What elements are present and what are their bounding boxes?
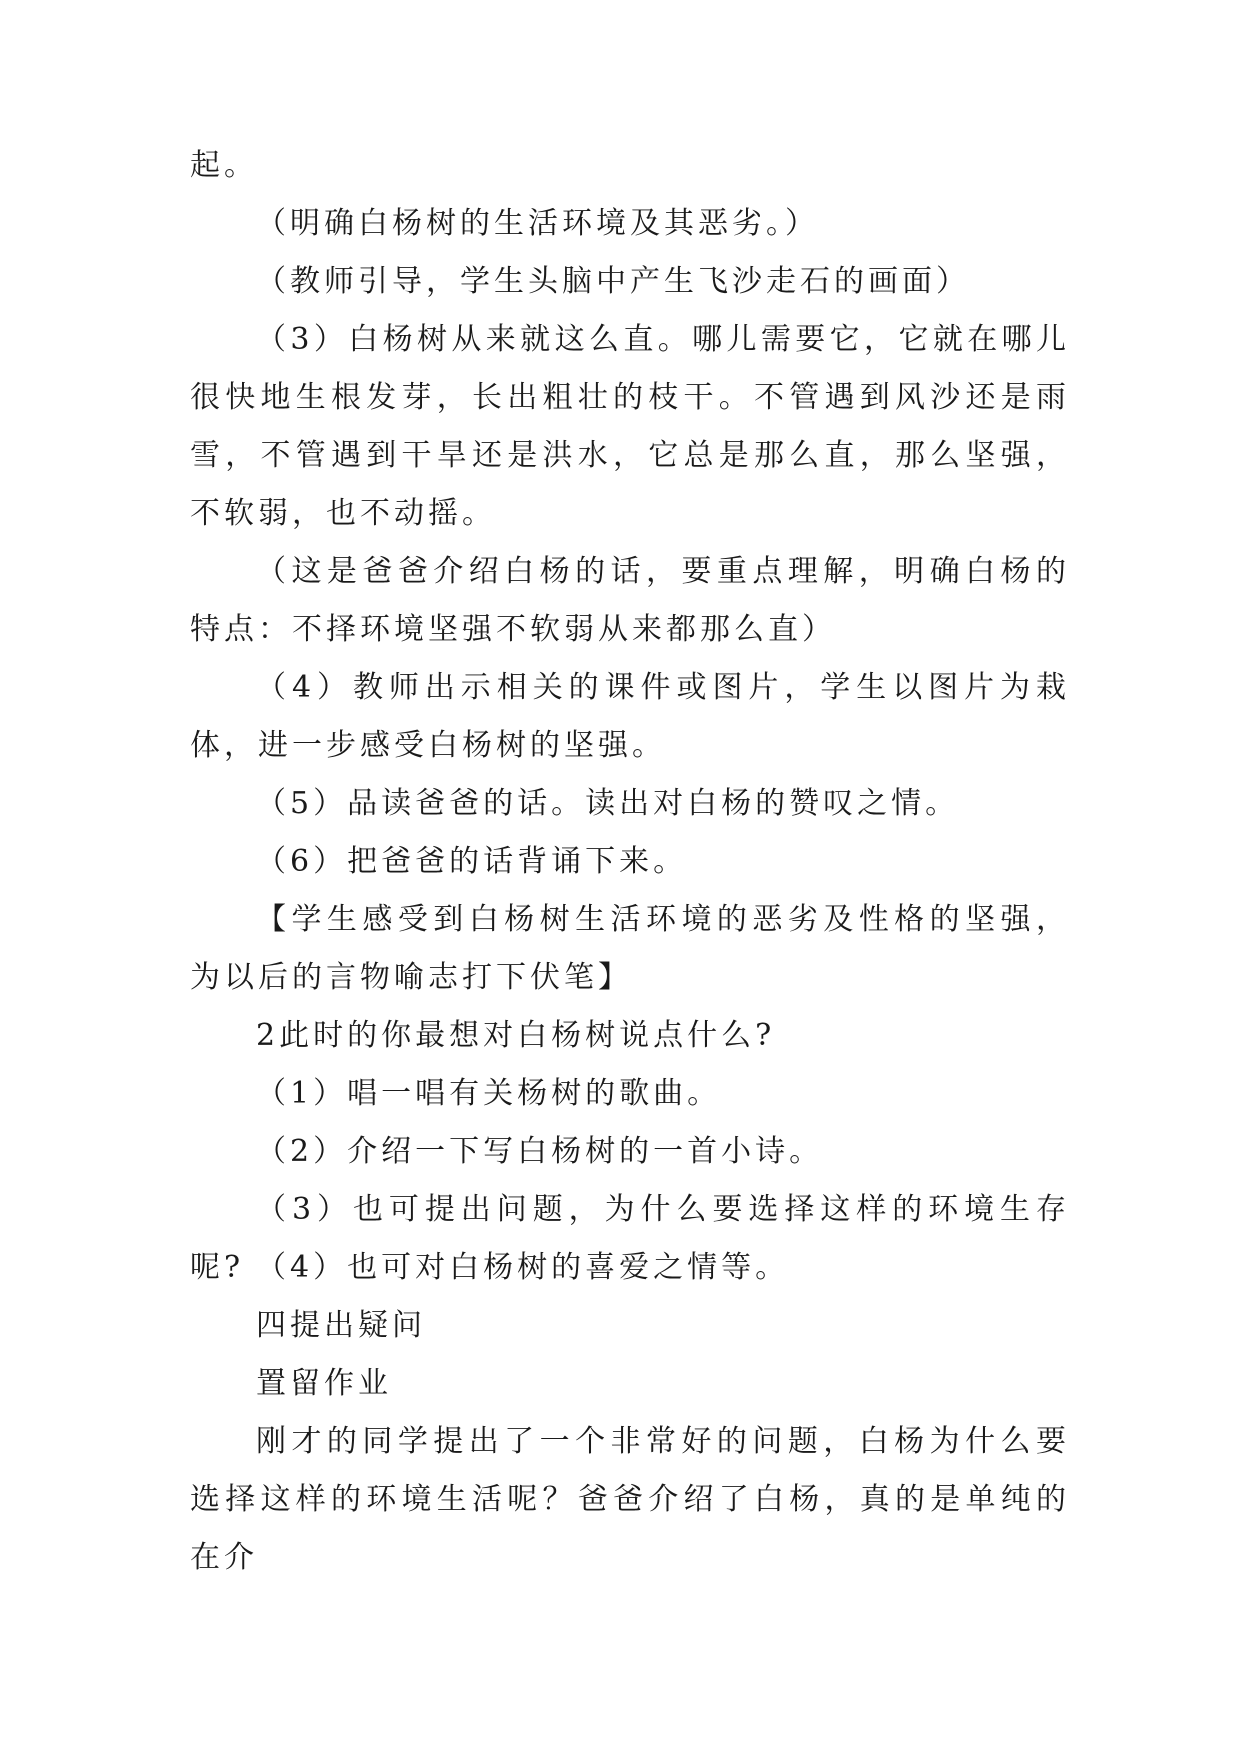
paragraph-9: 【学生感受到白杨树生活环境的恶劣及性格的坚强，为以后的言物喻志打下伏笔】 [190,902,1070,995]
paragraph-3: （教师引导，学生头脑中产生飞沙走石的画面） [256,264,970,299]
section-heading-questions: 四提出疑问 [256,1308,426,1343]
paragraph-11: （1）唱一唱有关杨树的歌曲。 [256,1076,722,1111]
paragraph-17: 刚才的同学提出了一个非常好的问题，白杨为什么要选择这样的环境生活呢？爸爸介绍了白杨，真的是单纯的在介 [190,1424,1070,1575]
paragraph-13: （3）也可提出问题，为什么要选择这样的环境生存呢? [190,1192,1070,1285]
paragraph-7: （5）品读爸爸的话。读出对白杨的赞叹之情。 [256,786,960,821]
paragraph-8: （6）把爸爸的话背诵下来。 [256,844,688,879]
paragraph-14: （4）也可对白杨树的喜爱之情等。 [256,1250,790,1285]
paragraph-12: （2）介绍一下写白杨树的一首小诗。 [256,1134,824,1169]
paragraph-2: （明确白杨树的生活环境及其恶劣。） [256,206,819,241]
section-heading-homework: 置留作业 [256,1366,392,1401]
paragraph-1: 起。 [190,148,258,183]
paragraph-6: （4）教师出示相关的课件或图片，学生以图片为栽体，进一步感受白杨树的坚强。 [190,670,1070,763]
paragraph-10: 2此时的你最想对白杨树说点什么? [256,1018,776,1053]
paragraph-4: （3）白杨树从来就这么直。哪儿需要它，它就在哪儿很快地生根发芽，长出粗壮的枝干。不管遇到风沙还是雨雪，不管遇到干旱还是洪水，它总是那么直，那么坚强，不软弱，也不动摇。 [190,322,1070,531]
paragraph-5: （这是爸爸介绍白杨的话，要重点理解，明确白杨的特点：不择环境坚强不软弱从来都那么直） [190,554,1070,647]
